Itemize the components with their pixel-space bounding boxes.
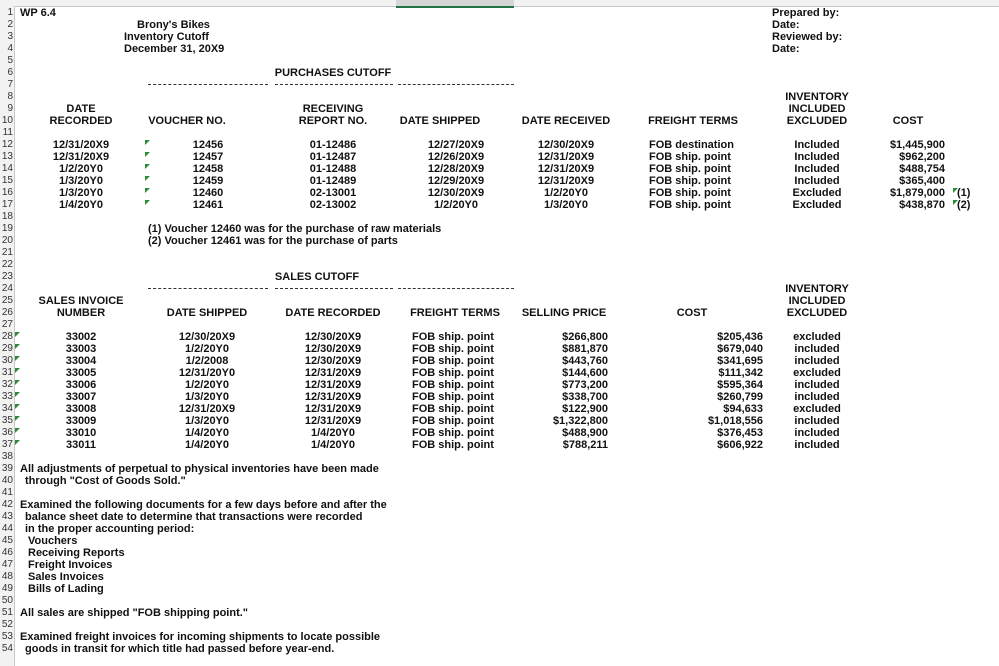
sales-selling-price[interactable]: $1,322,800 <box>552 415 608 427</box>
purchase-voucher-no[interactable]: 12457 <box>192 151 224 163</box>
row-number[interactable]: 2 <box>7 19 13 30</box>
row-number[interactable]: 44 <box>1 523 13 534</box>
sales-header-excluded: EXCLUDED <box>786 307 848 319</box>
sales-freight-terms[interactable]: FOB ship. point <box>412 391 494 403</box>
purchase-cost[interactable]: $488,754 <box>899 163 945 175</box>
sales-cost[interactable]: $341,695 <box>717 355 763 367</box>
examined-note: balance sheet date to determine that transactions were recorded <box>25 511 363 523</box>
row-number[interactable]: 18 <box>1 211 13 222</box>
purchase-receiving-report[interactable]: 02-13001 <box>309 187 357 199</box>
purchase-date-recorded[interactable]: 1/4/20Y0 <box>58 199 104 211</box>
error-indicator-icon[interactable] <box>145 140 150 145</box>
freight-note: goods in transit for which title had passed before year-end. <box>25 643 335 655</box>
purchase-receiving-report[interactable]: 01-12486 <box>309 139 357 151</box>
sales-date-recorded[interactable]: 12/31/20X9 <box>304 415 362 427</box>
row-number[interactable]: 13 <box>1 151 13 162</box>
row-number[interactable]: 51 <box>1 607 13 618</box>
sales-date-recorded[interactable]: 12/30/20X9 <box>304 331 362 343</box>
row-number[interactable]: 53 <box>1 631 13 642</box>
purchases-header-included: INCLUDED <box>788 103 846 115</box>
sales-date-shipped[interactable]: 1/3/20Y0 <box>184 415 230 427</box>
purchase-cost[interactable]: $962,200 <box>899 151 945 163</box>
document-list-item: Receiving Reports <box>28 547 125 559</box>
purchases-note: (1) Voucher 12460 was for the purchase of raw materials <box>148 223 442 235</box>
sales-invoice-number[interactable]: 33007 <box>65 391 97 403</box>
sales-selling-price[interactable]: $488,900 <box>562 427 608 439</box>
row-number[interactable]: 32 <box>1 379 13 390</box>
sales-invoice-number[interactable]: 33002 <box>65 331 97 343</box>
examined-note: in the proper accounting period: <box>25 523 195 535</box>
row-number[interactable]: 21 <box>1 247 13 258</box>
sales-freight-terms[interactable]: FOB ship. point <box>412 355 494 367</box>
row-number[interactable]: 34 <box>1 403 13 414</box>
purchases-header-date: DATE <box>66 103 96 115</box>
row-number[interactable]: 28 <box>1 331 13 342</box>
row-number[interactable]: 15 <box>1 175 13 186</box>
document-list-item: Freight Invoices <box>28 559 113 571</box>
sales-header-date-recorded: DATE RECORDED <box>285 307 381 319</box>
report-date: December 31, 20X9 <box>124 43 225 55</box>
document-list-item: Bills of Lading <box>28 583 104 595</box>
purchases-header-date-shipped: DATE SHIPPED <box>399 115 481 127</box>
error-indicator-icon[interactable] <box>15 404 20 409</box>
sales-header-invoice: SALES INVOICE <box>38 295 124 307</box>
dashed-rule <box>398 288 514 289</box>
dashed-rule <box>148 84 268 85</box>
purchases-header-receiving: RECEIVING <box>302 103 364 115</box>
purchase-date-recorded[interactable]: 1/2/20Y0 <box>58 163 104 175</box>
row-number[interactable]: 52 <box>1 619 13 630</box>
purchases-header-recorded: RECORDED <box>49 115 113 127</box>
error-indicator-icon[interactable] <box>15 380 20 385</box>
sales-header-selling-price: SELLING PRICE <box>521 307 607 319</box>
row-number[interactable]: 22 <box>1 259 13 270</box>
row-number[interactable]: 49 <box>1 583 13 594</box>
row-number[interactable]: 27 <box>1 319 13 330</box>
row-number[interactable]: 23 <box>1 271 13 282</box>
row-number[interactable]: 1 <box>7 7 13 18</box>
purchase-voucher-no[interactable]: 12456 <box>192 139 224 151</box>
error-indicator-icon[interactable] <box>145 200 150 205</box>
purchase-freight-terms[interactable]: FOB ship. point <box>649 187 731 199</box>
company-name: Brony's Bikes <box>137 19 210 31</box>
purchase-cost[interactable]: $438,870 <box>899 199 945 211</box>
sales-freight-terms[interactable]: FOB ship. point <box>412 415 494 427</box>
sales-date-recorded[interactable]: 1/4/20Y0 <box>310 439 356 451</box>
row-number[interactable]: 33 <box>1 391 13 402</box>
sales-invoice-number[interactable]: 33004 <box>65 355 97 367</box>
sales-inventory-status[interactable]: included <box>794 427 840 439</box>
sales-freight-terms[interactable]: FOB ship. point <box>412 403 494 415</box>
document-list-item: Sales Invoices <box>28 571 104 583</box>
purchase-date-recorded[interactable]: 12/31/20X9 <box>52 151 110 163</box>
row-number[interactable]: 42 <box>1 499 13 510</box>
purchase-inventory-status[interactable]: Included <box>794 139 840 151</box>
row-number[interactable]: 9 <box>7 103 13 114</box>
sales-date-recorded[interactable]: 12/31/20X9 <box>304 391 362 403</box>
prepared-date-label: Date: <box>772 19 800 31</box>
error-indicator-icon[interactable] <box>145 176 150 181</box>
sales-selling-price[interactable]: $144,600 <box>562 367 608 379</box>
sales-freight-terms[interactable]: FOB ship. point <box>412 427 494 439</box>
purchases-header-excluded: EXCLUDED <box>786 115 848 127</box>
row-number[interactable]: 24 <box>1 283 13 294</box>
sales-header-included: INCLUDED <box>788 295 846 307</box>
row-number[interactable]: 20 <box>1 235 13 246</box>
sales-inventory-status[interactable]: included <box>794 343 840 355</box>
dashed-rule <box>275 288 393 289</box>
row-number[interactable]: 45 <box>1 535 13 546</box>
sales-invoice-number[interactable]: 33003 <box>65 343 97 355</box>
row-number[interactable]: 19 <box>1 223 13 234</box>
sales-invoice-number[interactable]: 33010 <box>65 427 97 439</box>
purchase-freight-terms[interactable]: FOB destination <box>649 139 734 151</box>
error-indicator-icon[interactable] <box>15 416 20 421</box>
row-number[interactable]: 29 <box>1 343 13 354</box>
purchases-section-title: PURCHASES CUTOFF <box>274 67 392 79</box>
row-number[interactable]: 26 <box>1 307 13 318</box>
sales-header-inventory: INVENTORY <box>785 283 849 295</box>
sales-selling-price[interactable]: $338,700 <box>562 391 608 403</box>
freight-note: Examined freight invoices for incoming shipments to locate possible <box>20 631 381 643</box>
purchase-inventory-status[interactable]: Included <box>794 163 840 175</box>
sales-header-freight-terms: FREIGHT TERMS <box>410 307 500 319</box>
reviewed-date-label: Date: <box>772 43 800 55</box>
all-sales-note: All sales are shipped "FOB shipping point." <box>20 607 249 619</box>
purchase-receiving-report[interactable]: 01-12488 <box>309 163 357 175</box>
sales-cost[interactable]: $94,633 <box>723 403 763 415</box>
purchase-date-received[interactable]: 1/2/20Y0 <box>543 187 589 199</box>
sales-inventory-status[interactable]: included <box>794 439 840 451</box>
sales-date-recorded[interactable]: 12/31/20X9 <box>304 379 362 391</box>
purchase-cost[interactable]: $1,445,900 <box>889 139 945 151</box>
row-number[interactable]: 31 <box>1 367 13 378</box>
row-number[interactable]: 17 <box>1 199 13 210</box>
examined-note: Examined the following documents for a few days before and after the <box>20 499 387 511</box>
purchase-cost[interactable]: $365,400 <box>899 175 945 187</box>
purchase-inventory-status[interactable]: Excluded <box>792 187 842 199</box>
row-number[interactable]: 36 <box>1 427 13 438</box>
purchase-receiving-report[interactable]: 02-13002 <box>309 199 357 211</box>
purchase-date-shipped[interactable]: 12/28/20X9 <box>427 163 485 175</box>
sales-inventory-status[interactable]: excluded <box>793 331 841 343</box>
purchase-freight-terms[interactable]: FOB ship. point <box>649 199 731 211</box>
sales-section-title: SALES CUTOFF <box>274 271 360 283</box>
sales-cost[interactable]: $376,453 <box>717 427 763 439</box>
row-number[interactable]: 54 <box>1 643 13 654</box>
sales-selling-price[interactable]: $788,211 <box>562 439 608 451</box>
sales-freight-terms[interactable]: FOB ship. point <box>412 331 494 343</box>
row-number[interactable]: 47 <box>1 559 13 570</box>
workpaper-id: WP 6.4 <box>20 7 56 19</box>
purchase-date-shipped[interactable]: 12/29/20X9 <box>427 175 485 187</box>
sales-cost[interactable]: $260,799 <box>717 391 763 403</box>
sales-date-shipped[interactable]: 1/4/20Y0 <box>184 439 230 451</box>
purchase-voucher-no[interactable]: 12459 <box>192 175 224 187</box>
error-indicator-icon[interactable] <box>145 188 150 193</box>
row-number[interactable]: 30 <box>1 355 13 366</box>
report-title: Inventory Cutoff <box>124 31 209 43</box>
sales-freight-terms[interactable]: FOB ship. point <box>412 343 494 355</box>
row-number[interactable]: 37 <box>1 439 13 450</box>
sales-invoice-number[interactable]: 33006 <box>65 379 97 391</box>
sales-date-recorded[interactable]: 1/4/20Y0 <box>310 427 356 439</box>
row-number[interactable]: 46 <box>1 547 13 558</box>
purchase-inventory-status[interactable]: Included <box>794 175 840 187</box>
dashed-rule <box>275 84 393 85</box>
sales-cost[interactable]: $205,436 <box>717 331 763 343</box>
purchase-voucher-no[interactable]: 12461 <box>192 199 224 211</box>
sales-inventory-status[interactable]: included <box>794 415 840 427</box>
purchase-date-shipped[interactable]: 1/2/20Y0 <box>433 199 479 211</box>
error-indicator-icon[interactable] <box>15 428 20 433</box>
sales-cost[interactable]: $111,342 <box>718 367 763 379</box>
dashed-rule <box>398 84 514 85</box>
sales-date-shipped[interactable]: 1/2/20Y0 <box>184 379 230 391</box>
purchase-voucher-no[interactable]: 12458 <box>192 163 224 175</box>
row-number[interactable]: 25 <box>1 295 13 306</box>
sales-invoice-number[interactable]: 33009 <box>65 415 97 427</box>
sales-date-recorded[interactable]: 12/30/20X9 <box>304 343 362 355</box>
error-indicator-icon[interactable] <box>15 440 20 445</box>
row-number[interactable]: 11 <box>2 127 13 138</box>
sales-inventory-status[interactable]: included <box>794 391 840 403</box>
error-indicator-icon[interactable] <box>15 356 20 361</box>
sales-date-recorded[interactable]: 12/31/20X9 <box>304 403 362 415</box>
purchase-date-received[interactable]: 1/3/20Y0 <box>543 199 589 211</box>
row-number[interactable]: 43 <box>1 511 13 522</box>
sales-selling-price[interactable]: $443,760 <box>562 355 608 367</box>
row-number[interactable]: 41 <box>1 487 13 498</box>
document-list-item: Vouchers <box>28 535 78 547</box>
sales-date-recorded[interactable]: 12/30/20X9 <box>304 355 362 367</box>
sales-inventory-status[interactable]: included <box>794 379 840 391</box>
sales-cost[interactable]: $606,922 <box>717 439 763 451</box>
sales-cost[interactable]: $595,364 <box>717 379 763 391</box>
sales-inventory-status[interactable]: included <box>794 355 840 367</box>
sales-invoice-number[interactable]: 33008 <box>65 403 97 415</box>
purchase-date-shipped[interactable]: 12/30/20X9 <box>427 187 485 199</box>
purchases-header-date-received: DATE RECEIVED <box>521 115 611 127</box>
sales-invoice-number[interactable]: 33011 <box>66 439 96 451</box>
purchase-voucher-no[interactable]: 12460 <box>192 187 224 199</box>
error-indicator-icon[interactable] <box>145 164 150 169</box>
dashed-rule <box>148 288 268 289</box>
purchase-date-shipped[interactable]: 12/26/20X9 <box>427 151 485 163</box>
purchase-receiving-report[interactable]: 01-12487 <box>309 151 357 163</box>
purchases-note: (2) Voucher 12461 was for the purchase of parts <box>148 235 398 247</box>
sales-date-shipped[interactable]: 12/31/20X9 <box>178 403 236 415</box>
purchase-date-recorded[interactable]: 1/3/20Y0 <box>58 175 104 187</box>
sales-inventory-status[interactable]: excluded <box>793 367 841 379</box>
sales-cost[interactable]: $1,018,556 <box>707 415 763 427</box>
purchase-inventory-status[interactable]: Included <box>794 151 840 163</box>
sales-date-recorded[interactable]: 12/31/20X9 <box>304 367 362 379</box>
row-number[interactable]: 6 <box>7 67 13 78</box>
purchase-freight-terms[interactable]: FOB ship. point <box>649 175 731 187</box>
row-number[interactable]: 5 <box>7 55 13 66</box>
row-number[interactable]: 7 <box>7 79 13 90</box>
row-number[interactable]: 40 <box>1 475 13 486</box>
sales-inventory-status[interactable]: excluded <box>793 403 841 415</box>
error-indicator-icon[interactable] <box>15 368 20 373</box>
sales-freight-terms[interactable]: FOB ship. point <box>412 379 494 391</box>
sales-date-shipped[interactable]: 1/2/2008 <box>185 355 229 367</box>
sales-cost[interactable]: $679,040 <box>717 343 763 355</box>
sales-freight-terms[interactable]: FOB ship. point <box>412 367 494 379</box>
purchase-cost[interactable]: $1,879,000 <box>889 187 945 199</box>
row-number[interactable]: 16 <box>1 187 13 198</box>
error-indicator-icon[interactable] <box>145 152 150 157</box>
purchases-header-voucher: VOUCHER NO. <box>148 115 226 127</box>
purchase-date-received[interactable]: 12/31/20X9 <box>537 151 595 163</box>
sales-date-shipped[interactable]: 1/2/20Y0 <box>184 343 230 355</box>
row-number[interactable]: 12 <box>1 139 13 150</box>
sales-header-number: NUMBER <box>56 307 106 319</box>
sales-date-shipped[interactable]: 1/3/20Y0 <box>184 391 230 403</box>
sales-freight-terms[interactable]: FOB ship. point <box>412 439 494 451</box>
adjustments-note: through "Cost of Goods Sold." <box>25 475 186 487</box>
sales-selling-price[interactable]: $881,870 <box>562 343 608 355</box>
purchase-date-received[interactable]: 12/31/20X9 <box>537 163 595 175</box>
purchase-freight-terms[interactable]: FOB ship. point <box>649 151 731 163</box>
sales-header-cost: COST <box>676 307 708 319</box>
purchases-header-cost: COST <box>892 115 924 127</box>
row-number[interactable]: 50 <box>1 595 13 606</box>
row-number[interactable]: 8 <box>7 91 13 102</box>
error-indicator-icon[interactable] <box>15 332 20 337</box>
sales-date-shipped[interactable]: 12/30/20X9 <box>178 331 236 343</box>
row-number[interactable]: 39 <box>1 463 13 474</box>
purchase-date-shipped[interactable]: 12/27/20X9 <box>427 139 485 151</box>
error-indicator-icon[interactable] <box>15 344 20 349</box>
sales-date-shipped[interactable]: 1/4/20Y0 <box>184 427 230 439</box>
sales-header-date-shipped: DATE SHIPPED <box>166 307 248 319</box>
row-number[interactable]: 4 <box>7 43 13 54</box>
purchases-header-inventory: INVENTORY <box>785 91 849 103</box>
row-number[interactable]: 48 <box>1 571 13 582</box>
purchase-freight-terms[interactable]: FOB ship. point <box>649 163 731 175</box>
purchase-date-recorded[interactable]: 12/31/20X9 <box>52 139 110 151</box>
row-number[interactable]: 14 <box>1 163 13 174</box>
purchases-header-report-no: REPORT NO. <box>298 115 368 127</box>
purchase-inventory-status[interactable]: Excluded <box>792 199 842 211</box>
row-number[interactable]: 3 <box>7 31 13 42</box>
row-number[interactable]: 10 <box>1 115 13 126</box>
sales-selling-price[interactable]: $122,900 <box>562 403 608 415</box>
purchase-footnote-ref[interactable]: (1) <box>957 187 971 199</box>
purchases-header-freight-terms: FREIGHT TERMS <box>648 115 738 127</box>
sales-invoice-number[interactable]: 33005 <box>65 367 97 379</box>
error-indicator-icon[interactable] <box>15 392 20 397</box>
purchase-date-received[interactable]: 12/30/20X9 <box>537 139 595 151</box>
purchase-receiving-report[interactable]: 01-12489 <box>309 175 357 187</box>
selected-column-header[interactable] <box>396 0 514 8</box>
sales-date-shipped[interactable]: 12/31/20Y0 <box>178 367 236 379</box>
row-number[interactable]: 38 <box>1 451 13 462</box>
purchase-date-recorded[interactable]: 1/3/20Y0 <box>58 187 104 199</box>
purchase-date-received[interactable]: 12/31/20X9 <box>537 175 595 187</box>
purchase-footnote-ref[interactable]: (2) <box>957 199 971 211</box>
prepared-by-label: Prepared by: <box>772 7 840 19</box>
sales-selling-price[interactable]: $266,800 <box>562 331 608 343</box>
sales-selling-price[interactable]: $773,200 <box>562 379 608 391</box>
adjustments-note: All adjustments of perpetual to physical inventories have been made <box>20 463 379 475</box>
row-number[interactable]: 35 <box>1 415 13 426</box>
reviewed-by-label: Reviewed by: <box>772 31 843 43</box>
